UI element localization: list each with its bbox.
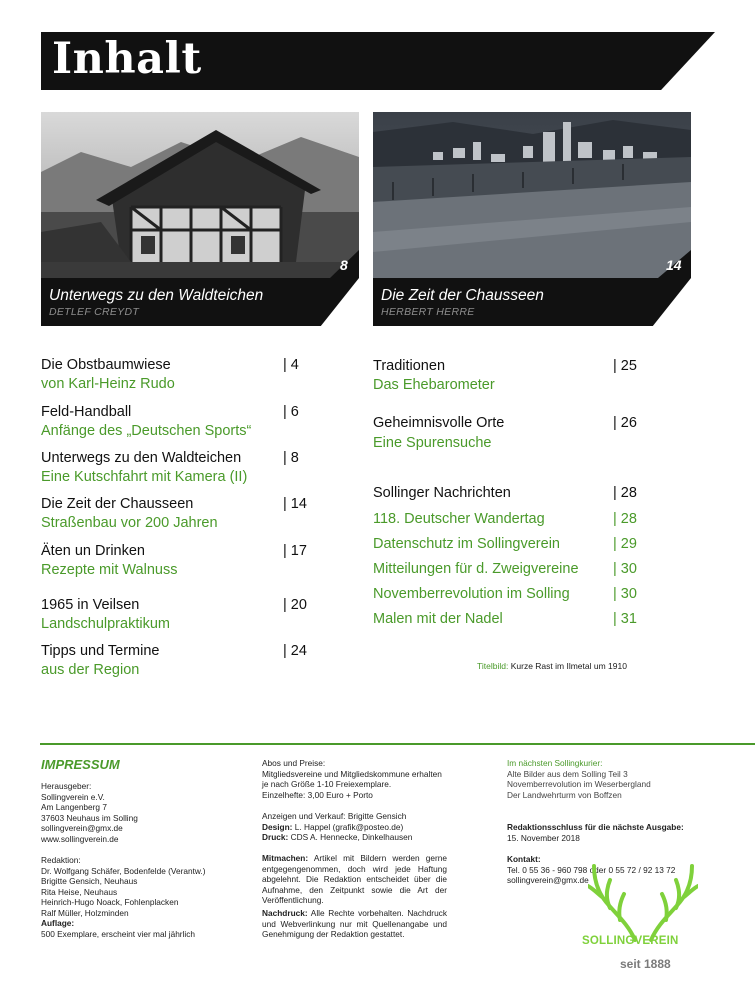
feature-title[interactable]: Unterwegs zu den Waldteichen bbox=[49, 287, 264, 304]
toc-entry-title[interactable]: Unterwegs zu den Waldteichen bbox=[41, 450, 242, 466]
contact-label: Kontakt: bbox=[507, 854, 541, 864]
cover-caption-label: Titelbild: bbox=[477, 661, 509, 671]
toc-entry-subtitle: aus der Region bbox=[41, 662, 140, 678]
toc-entry-page: | 6 bbox=[283, 404, 299, 420]
impressum-deadline bbox=[507, 822, 684, 843]
toc-entry-subtitle: Straßenbau vor 200 Jahren bbox=[41, 515, 218, 531]
toc-entry-page: | 20 bbox=[283, 597, 307, 613]
toc-news-item[interactable]: 118. Deutscher Wandertag bbox=[373, 511, 545, 527]
mitmachen-text: Artikel mit Bildern werden gerne entgegengenommen, doch wird jede Haftung abgelehnt. Die Redaktion entscheidet über die Aufnahme, den Zeitpunkt sowie die Art der Veröffentlichung. bbox=[262, 853, 447, 905]
toc-entry-title[interactable]: Die Zeit der Chausseen bbox=[41, 496, 194, 512]
feature-title[interactable]: Die Zeit der Chausseen bbox=[381, 287, 544, 304]
herausgeber-label: Herausgeber: bbox=[41, 781, 92, 791]
toc-entry-title[interactable]: 1965 in Veilsen bbox=[41, 597, 140, 613]
feature-photo-farmhouse bbox=[41, 112, 359, 278]
deadline-label: Redaktionsschluss für die nächste Ausgabe: bbox=[507, 822, 684, 832]
toc-news-page: | 28 bbox=[613, 511, 637, 527]
deadline-text: 15. November 2018 bbox=[507, 832, 580, 843]
toc-section-title[interactable]: Sollinger Nachrichten bbox=[373, 485, 511, 501]
toc-entry-subtitle: Eine Spurensuche bbox=[373, 435, 492, 451]
nachdruck-label: Nachdruck: bbox=[262, 908, 308, 918]
toc-entry-page: | 24 bbox=[283, 643, 307, 659]
impressum-heading: IMPRESSUM bbox=[41, 757, 120, 772]
toc-entry-page: | 25 bbox=[613, 358, 637, 374]
toc-entry-title[interactable]: Äten un Drinken bbox=[41, 543, 145, 559]
toc-entry-subtitle: Rezepte mit Walnuss bbox=[41, 562, 178, 578]
druck-label: Druck: bbox=[262, 832, 289, 842]
auflage-label: Auflage: bbox=[41, 918, 75, 928]
page-title: Inhalt bbox=[52, 34, 202, 84]
toc-entry-page: | 26 bbox=[613, 415, 637, 431]
toc-entry-subtitle: Landschulpraktikum bbox=[41, 616, 170, 632]
abos-text: Mitgliedsvereine und Mitgliedskommune erhalten je nach Größe 1-10 Freiexemplare. Einzelhefte: 3,00 Euro + Porto bbox=[262, 768, 442, 800]
abos-label: Abos und Preise: bbox=[262, 758, 326, 768]
impressum-next-issue bbox=[507, 758, 651, 800]
design-text: L. Happel (grafik@posteo.de) bbox=[294, 821, 404, 832]
impressum-divider bbox=[40, 743, 755, 745]
feature-photo-village bbox=[373, 112, 691, 278]
cover-caption-text: Kurze Rast im Ilmetal um 1910 bbox=[510, 661, 627, 671]
toc-entry-subtitle: von Karl-Heinz Rudo bbox=[41, 376, 175, 392]
toc-entry-page: | 4 bbox=[283, 357, 299, 373]
herausgeber-text: Sollingverein e.V. Am Langenberg 7 37603 Neuhaus im Solling sollingverein@gmx.de www.sollingverein.de bbox=[41, 791, 138, 844]
mitmachen-label: Mitmachen: bbox=[262, 853, 309, 863]
next-issue-label: Im nächsten Sollingkurier: bbox=[507, 758, 603, 768]
impressum-mitmachen bbox=[262, 853, 447, 906]
anzeigen-label: Anzeigen und Verkauf: bbox=[262, 811, 346, 821]
toc-entry-page: | 28 bbox=[613, 485, 637, 501]
toc-entry-title[interactable]: Geheimnisvolle Orte bbox=[373, 415, 505, 431]
feature-page-number: 8 bbox=[340, 257, 348, 273]
next-issue-text: Alte Bilder aus dem Solling Teil 3 Novemberrevolution im Weserbergland Der Landwehrturm von Boffzen bbox=[507, 768, 651, 800]
toc-news-page: | 30 bbox=[613, 561, 637, 577]
toc-entry-title[interactable]: Feld-Handball bbox=[41, 404, 132, 420]
impressum-production bbox=[262, 811, 412, 843]
druck-text: CDS A. Hennecke, Dinkelhausen bbox=[290, 832, 413, 842]
toc-entry-page: | 8 bbox=[283, 450, 299, 466]
redaktion-label: Redaktion: bbox=[41, 855, 81, 865]
toc-news-item[interactable]: Mitteilungen für d. Zweigvereine bbox=[373, 561, 579, 577]
toc-entry-title[interactable]: Traditionen bbox=[373, 358, 446, 374]
logo-since: seit 1888 bbox=[620, 957, 671, 971]
impressum-redaktion bbox=[41, 855, 206, 939]
anzeigen-text: Brigitte Gensich bbox=[347, 811, 407, 821]
logo-wordmark: SOLLINGVEREIN bbox=[582, 935, 679, 947]
impressum-nachdruck bbox=[262, 908, 447, 940]
feature-page-number: 14 bbox=[666, 257, 682, 273]
toc-entry-page: | 17 bbox=[283, 543, 307, 559]
toc-news-item[interactable]: Novemberrevolution im Solling bbox=[373, 586, 570, 602]
impressum-abos bbox=[262, 758, 442, 800]
toc-entry-subtitle: Eine Kutschfahrt mit Kamera (II) bbox=[41, 469, 248, 485]
toc-news-page: | 29 bbox=[613, 536, 637, 552]
auflage-text: 500 Exemplare, erscheint vier mal jährlich bbox=[41, 928, 196, 939]
cover-caption bbox=[477, 661, 627, 671]
toc-news-item[interactable]: Datenschutz im Sollingverein bbox=[373, 536, 560, 552]
toc-entry-subtitle: Das Ehebarometer bbox=[373, 377, 495, 393]
toc-news-item[interactable]: Malen mit der Nadel bbox=[373, 611, 503, 627]
toc-entry-title[interactable]: Tipps und Termine bbox=[41, 643, 160, 659]
toc-entry-title[interactable]: Die Obstbaumwiese bbox=[41, 357, 171, 373]
toc-entry-subtitle: Anfänge des „Deutschen Sports“ bbox=[41, 423, 252, 439]
impressum-herausgeber bbox=[41, 781, 138, 844]
feature-author: HERBERT HERRE bbox=[381, 306, 475, 318]
redaktion-text: Dr. Wolfgang Schäfer, Bodenfelde (Verantw.) Brigitte Gensich, Neuhaus Rita Heise, Neuhaus Heinrich-Hugo Noack, Fohlenplacken Ralf Müller, Holzminden bbox=[41, 865, 206, 918]
design-label: Design: bbox=[262, 821, 293, 832]
nachdruck-text: Alle Rechte vorbehalten. Nachdruck und Webverlinkung nur mit Quellenangabe und Genehmigung der Redaktion gestattet. bbox=[262, 908, 447, 939]
contact-text: Tel. 0 55 36 - 960 798 oder 0 55 72 / 92 13 72 sollingverein@gmx.de bbox=[507, 864, 676, 885]
toc-news-page: | 30 bbox=[613, 586, 637, 602]
feature-author: DETLEF CREYDT bbox=[49, 306, 140, 318]
toc-entry-page: | 14 bbox=[283, 496, 307, 512]
toc-news-page: | 31 bbox=[613, 611, 637, 627]
